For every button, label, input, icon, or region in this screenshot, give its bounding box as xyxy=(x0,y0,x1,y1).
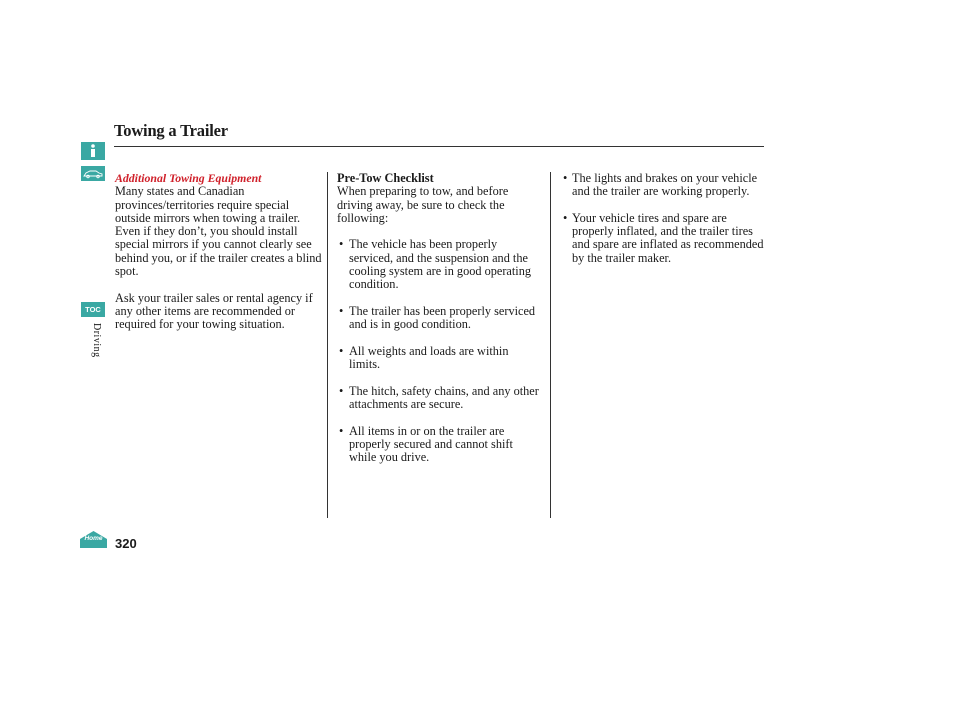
info-icon[interactable] xyxy=(81,142,105,160)
equipment-heading[interactable]: Additional Towing Equipment xyxy=(115,171,262,185)
section-label: Driving xyxy=(91,323,102,358)
column-equipment xyxy=(115,172,325,332)
list-item: • The vehicle has been properly serviced, and the suspension and the cooling system are in good operating condition. xyxy=(337,238,542,291)
list-item: • The hitch, safety chains, and any other attachments are secure. xyxy=(337,385,542,412)
column-divider xyxy=(327,172,328,518)
list-item: • The lights and brakes on your vehicle and the trailer are working properly. xyxy=(562,172,767,199)
column-checklist xyxy=(337,172,542,465)
list-item: • All weights and loads are within limits. xyxy=(337,345,542,372)
column-checklist-continued xyxy=(562,172,767,265)
list-item: • Your vehicle tires and spare are properly inflated, and the trailer tires and spare are inflated as recommended by the trailer maker. xyxy=(562,212,767,265)
checklist xyxy=(562,172,767,265)
car-icon[interactable] xyxy=(81,166,105,181)
checklist-heading: Pre-Tow Checklist xyxy=(337,171,434,185)
list-item: • All items in or on the trailer are properly secured and cannot shift while you drive. xyxy=(337,425,542,465)
checklist-intro: When preparing to tow, and before driving away, be sure to check the following: xyxy=(337,184,509,225)
checklist xyxy=(337,238,542,464)
page-title: Towing a Trailer xyxy=(114,121,228,140)
home-label: Home xyxy=(84,535,103,542)
title-divider xyxy=(114,146,764,147)
paragraph: Many states and Canadian provinces/territories require special outside mirrors when towing a trailer. Even if they don’t, you should install special mirrors if you cannot clearly see behind you, or if the trailer creates a blind spot. xyxy=(115,184,322,279)
page-number: 320 xyxy=(115,536,137,551)
column-divider xyxy=(550,172,551,518)
toc-icon[interactable]: TOC xyxy=(81,302,105,317)
home-icon[interactable] xyxy=(80,531,107,548)
paragraph: Ask your trailer sales or rental agency if any other items are recommended or required for your towing situation. xyxy=(115,290,313,332)
list-item: • The trailer has been properly serviced and is in good condition. xyxy=(337,305,542,332)
